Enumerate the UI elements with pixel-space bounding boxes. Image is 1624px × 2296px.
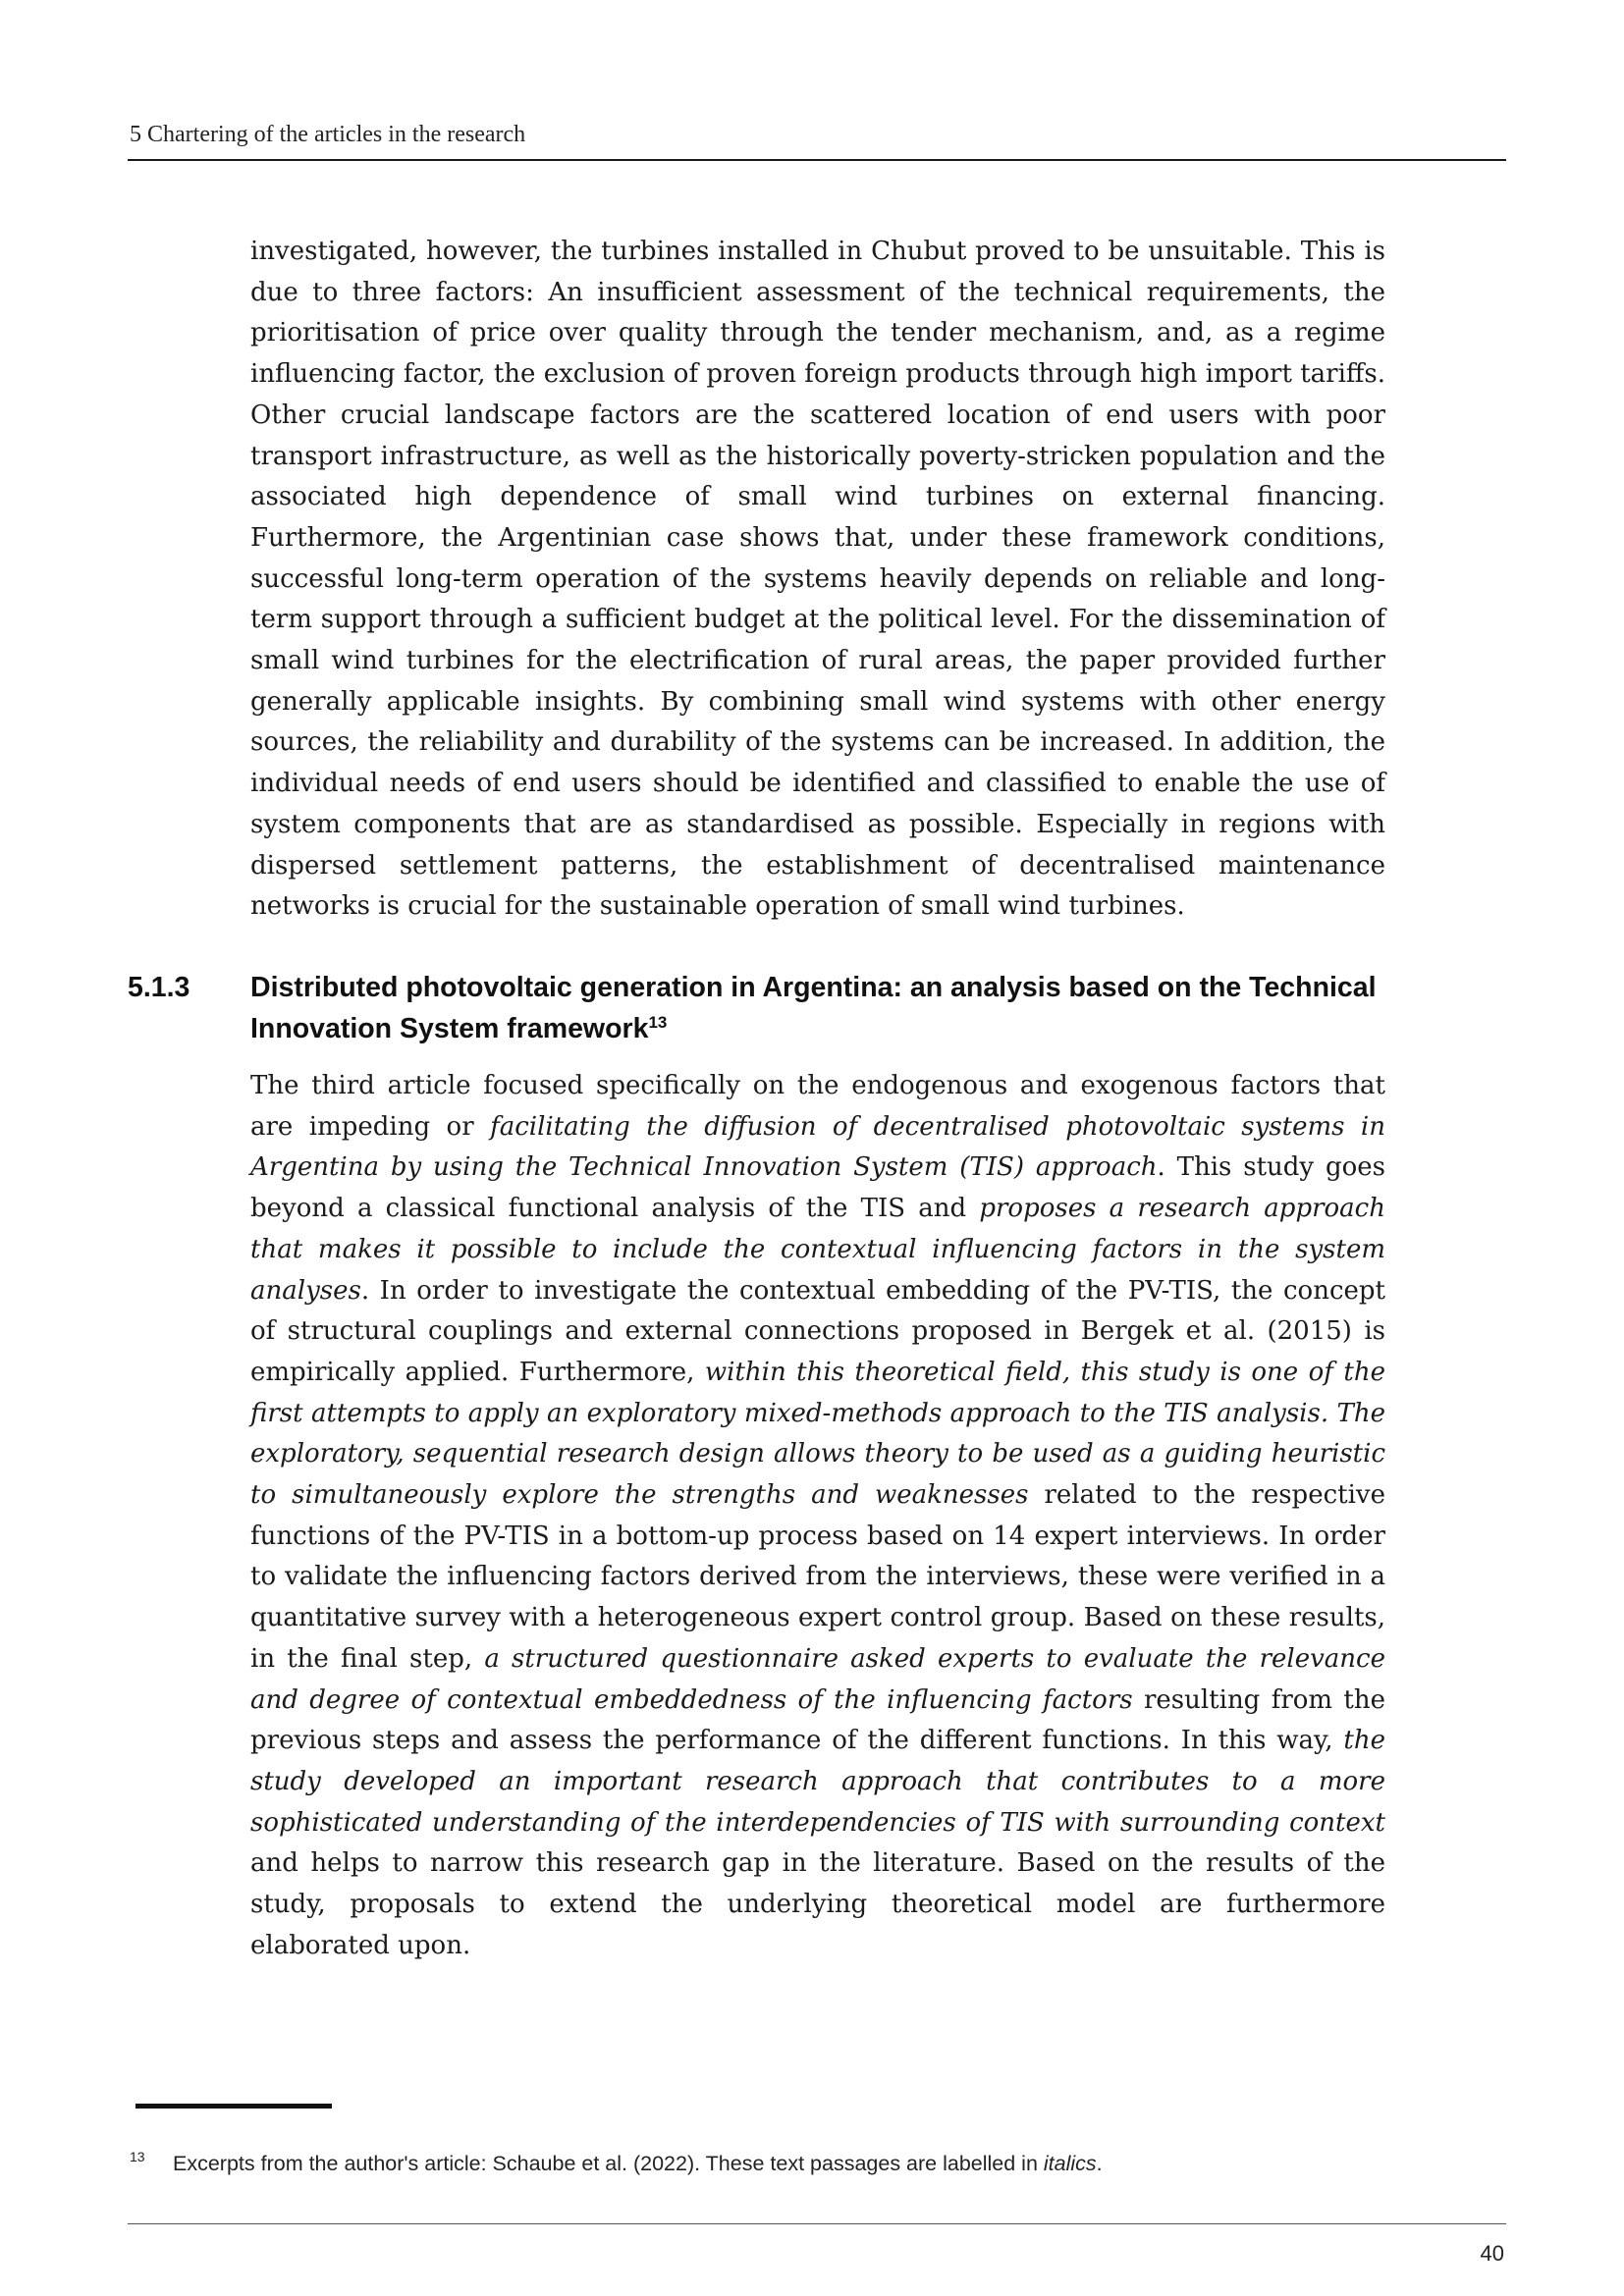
- footnote-reference[interactable]: 13: [648, 1013, 668, 1032]
- footnote-mark: 13: [130, 2149, 145, 2164]
- footer-rule: [128, 2223, 1506, 2224]
- text-run: resulting from the previous steps and assess the performance of the different functions. In this way,: [250, 1684, 1385, 1756]
- italic-excerpt: within this theoretical field, this study is one of the first attempts to apply an exploratory mixed-methods approach to the TIS analysis. The exploratory, sequential research design allows theory to be used as a guiding heuristic to simultaneously explore the strengths and weaknesses: [250, 1357, 1385, 1511]
- footnote-italic: italics: [1043, 2152, 1097, 2175]
- header-rule: [128, 159, 1506, 161]
- paragraph-article-summary: [250, 1066, 1385, 1966]
- italic-excerpt: a structured questionnaire asked experts to evaluate the relevance and degree of contextual embeddedness of the influencing factors: [250, 1643, 1385, 1715]
- paragraph-continuation: investigated, however, the turbines installed in Chubut proved to be unsuitable. This is due to three factors: An insufficient assessment of the technical requirements, the prioritisation of price over quality through the tender mechanism, and, as a regime influencing factor, the exclusion of proven foreign products through high import tariffs. Other crucial landscape factors are the scattered location of end users with poor transport infrastructure, as well as the historically poverty-stricken population and the associated high dependence of small wind turbines on external financing. Furthermore, the Argentinian case shows that, under these framework conditions, successful long-term operation of the systems heavily depends on reliable and long-term support through a sufficient budget at the political level. For the dissemination of small wind turbines for the electrification of rural areas, the paper provided further generally applicable insights. By combining small wind systems with other energy sources, the reliability and durability of the systems can be increased. In addition, the individual needs of end users should be identified and classified to enable the use of system components that are as standardised as possible. Especially in regions with dispersed settlement patterns, the establishment of decentralised maintenance networks is crucial for the sustainable operation of small wind turbines.: [250, 237, 1385, 922]
- footnote-text-run: Excerpts from the author's article: Schaube et al. (2022). These text passages are labelled in: [173, 2152, 1044, 2175]
- text-run: . This study goes beyond a classical functional analysis of the TIS and: [250, 1152, 1385, 1224]
- section-title-text: Distributed photovoltaic generation in Argentina: an analysis based on the Technical Innovation System framework: [250, 972, 1377, 1044]
- text-run: . In order to investigate the contextual embedding of the PV-TIS, the concept of structural couplings and external connections proposed in Bergek et al. (2015) is empirically applied. Furthermore,: [250, 1275, 1385, 1387]
- italic-excerpt: the study developed an important research approach that contributes to a more sophisticated understanding of the interdependencies of TIS with surrounding context: [250, 1726, 1385, 1838]
- text-run: and helps to narrow this research gap in the literature. Based on the results of the study, proposals to extend the underlying theoretical model are furthermore elaborated upon.: [250, 1848, 1385, 1960]
- footnote-text: [173, 2152, 1103, 2176]
- footnote-separator: [135, 2104, 332, 2109]
- footnote-end: .: [1096, 2152, 1103, 2175]
- italic-excerpt: facilitating the diffusion of decentralised photovoltaic systems in Argentina by using the Technical Innovation System (TIS) approach: [250, 1111, 1385, 1183]
- text-run: The third article focused specifically on the endogenous and exogenous factors that are impeding or: [250, 1071, 1385, 1142]
- page-number: 40: [1480, 2241, 1504, 2266]
- section-title: [250, 967, 1380, 1049]
- italic-excerpt: proposes a research approach that makes it possible to include the contextual influencing factors in the system analyses: [250, 1194, 1385, 1306]
- text-run: related to the respective functions of the PV-TIS in a bottom-up process based on 14 expert interviews. In order to validate the influencing factors derived from the interviews, these were verified in a quantitative survey with a heterogeneous expert control group. Based on these results, in the final step,: [250, 1480, 1385, 1674]
- section-number: 5.1.3: [128, 972, 190, 1003]
- running-head: 5 Chartering of the articles in the research: [130, 122, 526, 147]
